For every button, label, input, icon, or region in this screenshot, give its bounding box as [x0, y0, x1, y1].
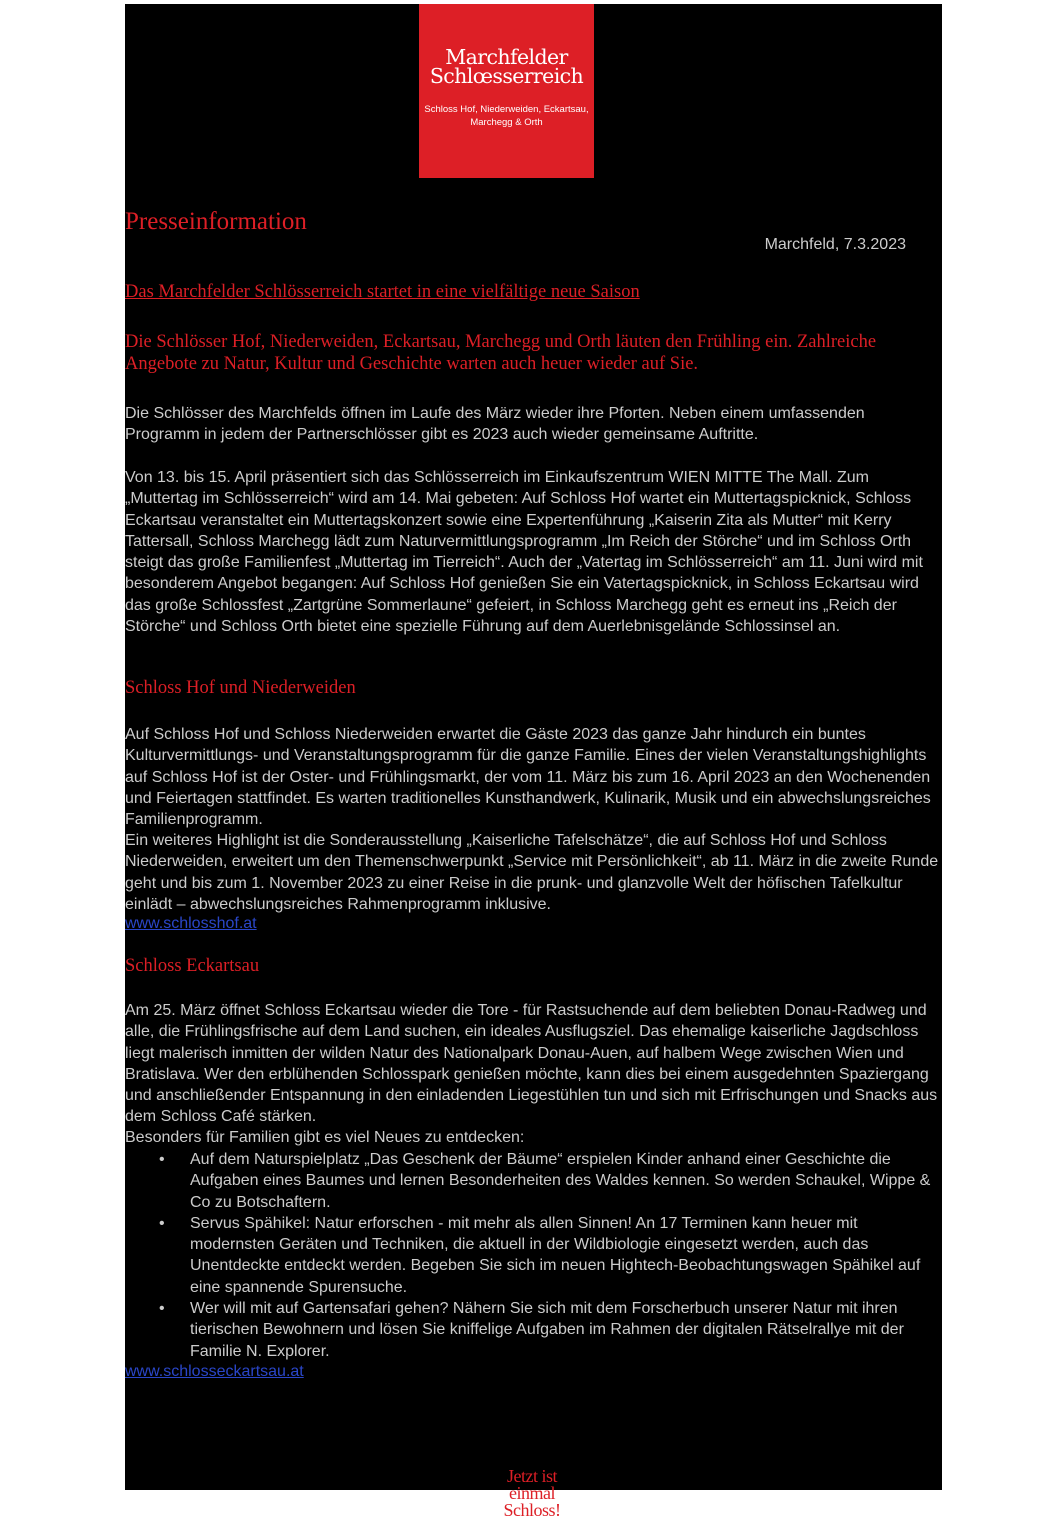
logo-subtitle	[419, 103, 594, 129]
logo-title-line1: Marchfelder	[445, 45, 568, 69]
eckartsau-paragraph-2: Besonders für Familien gibt es viel Neues zu entdecken:	[125, 1129, 525, 1146]
list-item-text: Wer will mit auf Gartensafari gehen? Nähern Sie sich mit dem Forscherbuch unserer Natur mit ihren tierischen Bewohnern und lösen Sie kniffelige Aufgaben im Rahmen der digitalen Rätselrallye mit der Familie N. Explorer.	[190, 1300, 904, 1360]
link-schlosshof[interactable]: www.schlosshof.at	[125, 915, 257, 932]
logo-title-line2: Schlœsserreich	[429, 64, 584, 88]
slogan-line2: einmal	[509, 1483, 555, 1503]
hof-paragraph-2: Ein weiteres Highlight ist die Sonderausstellung „Kaiserliche Tafelschätze“, die auf Schloss Hof und Schloss Niederweiden, erweitert um den Themenschwerpunkt „Service mit Persönlichkeit“, ab 11. März in die zweite Runde geht und bis zum 1. November 2023 zu einer Reise in die prunk- und glanzvolle Welt der höfischen Tafelkultur einlädt – abwechslungsreiches Rahmenprogramm inklusive.	[125, 832, 939, 913]
hof-paragraph-1: Auf Schloss Hof und Schloss Niederweiden erwartet die Gäste 2023 das ganze Jahr hindurch ein buntes Kulturvermittlungs- und Veranstaltungsprogramm für die ganze Familie. Eines der vielen Veranstaltungshighlights auf Schloss Hof ist der Oster- und Frühlingsmarkt, der vom 11. März bis zum 16. April 2023 an den Wochenenden und Feiertagen stattfindet. Es warten traditionelles Kunsthandwerk, Kulinarik, Musik und ein abwechslungsreiches Familienprogramm.	[125, 726, 931, 829]
bullet-icon: •	[159, 1214, 165, 1232]
list-item	[125, 1298, 942, 1362]
logo-title	[419, 45, 594, 88]
bullet-icon: •	[159, 1151, 165, 1168]
eckartsau-paragraph-1: Am 25. März öffnet Schloss Eckartsau wieder die Tore - für Rastsuchende auf dem beliebten Donau-Radweg und alle, die Frühlingsfrische auf dem Land suchen, ein ideales Ausflugsziel. Das ehemalige kaiserliche Jagdschloss liegt malerisch inmitten der wilden Natur des Nationalpark Donau-Auen, auf halbem Wege zwischen Wien und Bratislava. Wer den erblühenden Schlosspark genießen möchte, kann dies bei einem ausgedehnten Spaziergang und anschließender Entspannung in den einladenden Liegestühlen tun und sich mit Erfrischungen und Snacks aus dem Schloss Café stärken.	[125, 1002, 938, 1126]
list-item	[125, 1213, 942, 1298]
slogan-line3: Schloss!	[503, 1500, 561, 1520]
list-item-text: Auf dem Naturspielplatz „Das Geschenk der Bäume“ erspielen Kinder anhand einer Geschichte die Aufgaben eines Baumes und lernen Besonderheiten des Waldes kennen. So werden Schaukel, Wippe & Co zu Botschaftern.	[190, 1151, 931, 1211]
headline: Das Marchfelder Schlösserreich startet in eine vielfältige neue Saison	[125, 282, 640, 302]
intro-paragraph-1: Die Schlösser des Marchfelds öffnen im Laufe des März wieder ihre Pforten. Neben einem umfassenden Programm in jedem der Partnerschlösser gibt es 2023 auch wieder gemeinsame Auftritte.	[125, 405, 865, 444]
list-item	[125, 1149, 942, 1213]
page-title: Presseinformation	[125, 208, 307, 235]
document-page	[125, 4, 942, 1520]
subheadline: Die Schlösser Hof, Niederweiden, Eckartsau, Marchegg und Orth läuten den Frühling ein. Zahlreiche Angebote zu Natur, Kultur und Geschichte warten auch heuer wieder auf Sie.	[125, 332, 877, 374]
logo-subtitle-line2: Marchegg & Orth	[470, 117, 543, 128]
press-date: Marchfeld, 7.3.2023	[764, 236, 906, 253]
intro-paragraph-2: Von 13. bis 15. April präsentiert sich das Schlösserreich im Einkaufszentrum WIEN MITTE The Mall. Zum „Muttertag im Schlösserreich“ wird am 14. Mai gebeten: Auf Schloss Hof wartet ein Muttertagspicknick, Schloss Eckartsau veranstaltet ein Muttertagskonzert sowie eine Expertenführung „Kaiserin Zita als Mutter“ mit Kerry Tattersall, Schloss Marchegg lädt zum Naturvermittlungsprogramm „Im Reich der Störche“ und im Schloss Orth steigt das große Familienfest „Muttertag im Tierreich“. Auch der „Vatertag im Schlösserreich“ am 11. Juni wird mit besonderem Angebot begangen: Auf Schloss Hof genießen Sie ein Vatertagspicknick, in Schloss Eckartsau wird das große Schlossfest „Zartgrüne Sommerlaune“ gefeiert, in Schloss Marchegg geht es erneut ins „Reich der Störche“ und Schloss Orth bietet eine spezielle Führung auf dem Auerlebnisgelände Schlossinsel an.	[125, 469, 923, 636]
slogan-logo	[473, 1468, 591, 1519]
list-item-text: Servus Spähikel: Natur erforschen - mit mehr als allen Sinnen! An 17 Terminen kann heuer mit modernsten Geräten und Techniken, die aktuell in der Wildbiologie eingesetzt werden, auch das Unentdeckte entdeckt werden. Begeben Sie sich im neuen Hightech-Beobachtungswagen Spähikel auf eine spannende Spurensuche.	[190, 1214, 921, 1296]
logo-subtitle-line1: Schloss Hof, Niederweiden, Eckartsau,	[424, 104, 589, 115]
brand-logo	[419, 4, 594, 178]
family-offers-list	[125, 1149, 942, 1362]
section-title-hof: Schloss Hof und Niederweiden	[125, 678, 356, 698]
link-schlosseckartsau[interactable]: www.schlosseckartsau.at	[125, 1363, 304, 1380]
bullet-icon: •	[159, 1300, 165, 1318]
slogan-line1: Jetzt ist	[507, 1466, 557, 1486]
section-title-eckartsau: Schloss Eckartsau	[125, 956, 260, 976]
